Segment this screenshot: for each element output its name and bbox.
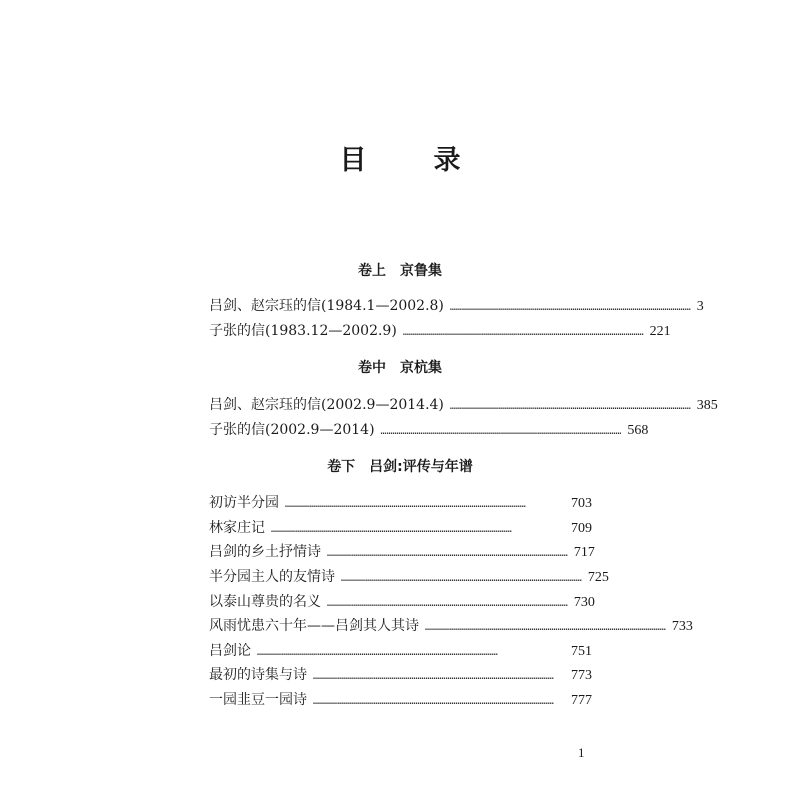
entry-page-number: 733 xyxy=(671,619,693,634)
toc-entry[interactable] xyxy=(209,616,693,636)
entry-title: 子张的信(2002.9—2014) xyxy=(209,422,375,438)
toc-entry[interactable] xyxy=(209,690,592,710)
volume-heading-middle: 卷中 京杭集 xyxy=(358,360,442,376)
entry-title: 风雨忧患六十年——吕剑其人其诗 xyxy=(209,618,419,634)
entry-page-number: 725 xyxy=(587,570,609,585)
entry-title: 吕剑、赵宗珏的信(1984.1—2002.8) xyxy=(209,298,444,314)
toc-entry[interactable] xyxy=(209,296,704,316)
entry-title: 子张的信(1983.12—2002.9) xyxy=(209,323,397,339)
volume-heading-upper: 卷上 京鲁集 xyxy=(358,263,442,279)
toc-entry[interactable] xyxy=(209,321,671,341)
toc-entry[interactable] xyxy=(209,592,595,612)
dot-leader: ………………………………………………………………………………………………………… xyxy=(449,401,691,412)
dot-leader: ………………………………………………………………………………………………………… xyxy=(271,524,512,535)
dot-leader: ………………………………………………………………………………………………………… xyxy=(449,302,691,313)
entry-title: 最初的诗集与诗 xyxy=(209,667,307,683)
entry-title: 吕剑论 xyxy=(209,643,251,659)
toc-entry[interactable] xyxy=(209,641,592,661)
entry-page-number: 709 xyxy=(571,521,592,536)
dot-leader: ………………………………………………………………………………………………………… xyxy=(327,548,568,559)
toc-entry[interactable] xyxy=(209,420,649,440)
toc-entry[interactable] xyxy=(209,567,609,587)
entry-title: 初访半分园 xyxy=(209,495,279,511)
entry-title: 林家庄记 xyxy=(209,520,265,536)
entry-title: 吕剑的乡土抒情诗 xyxy=(209,544,321,560)
entry-page-number: 777 xyxy=(571,693,592,708)
page-title: 目 录 xyxy=(339,145,481,176)
entry-page-number: 385 xyxy=(696,398,718,413)
dot-leader: ………………………………………………………………………………………………………… xyxy=(313,696,554,707)
dot-leader: ………………………………………………………………………………………………………… xyxy=(313,671,554,682)
dot-leader: ………………………………………………………………………………………………………… xyxy=(327,598,568,609)
dot-leader: ………………………………………………………………………………………………………… xyxy=(257,647,498,658)
entry-page-number: 773 xyxy=(571,668,592,683)
volume-heading-lower: 卷下 吕剑:评传与年谱 xyxy=(327,459,473,475)
toc-entry[interactable] xyxy=(209,493,592,513)
entry-title: 半分园主人的友情诗 xyxy=(209,569,335,585)
entry-title: 吕剑、赵宗珏的信(2002.9—2014.4) xyxy=(209,397,444,413)
entry-page-number: 221 xyxy=(649,324,671,339)
dot-leader: ………………………………………………………………………………………………………… xyxy=(402,327,644,338)
toc-entry[interactable] xyxy=(209,542,595,562)
entry-page-number: 751 xyxy=(571,644,592,659)
toc-entry[interactable] xyxy=(209,665,592,685)
entry-page-number: 703 xyxy=(571,496,592,511)
entry-title: 一园韭豆一园诗 xyxy=(209,692,307,708)
dot-leader: ………………………………………………………………………………………………………… xyxy=(285,499,526,510)
dot-leader: ………………………………………………………………………………………………………… xyxy=(425,622,666,633)
dot-leader: ………………………………………………………………………………………………………… xyxy=(341,573,582,584)
entry-page-number: 717 xyxy=(573,545,595,560)
folio-page-number: 1 xyxy=(578,745,585,760)
toc-entry[interactable] xyxy=(209,395,718,415)
entry-page-number: 568 xyxy=(627,423,649,438)
entry-title: 以泰山尊贵的名义 xyxy=(209,594,321,610)
toc-entry[interactable] xyxy=(209,518,592,538)
entry-page-number: 3 xyxy=(696,299,704,314)
entry-page-number: 730 xyxy=(573,595,595,610)
dot-leader: ………………………………………………………………………………………………………… xyxy=(380,426,622,437)
